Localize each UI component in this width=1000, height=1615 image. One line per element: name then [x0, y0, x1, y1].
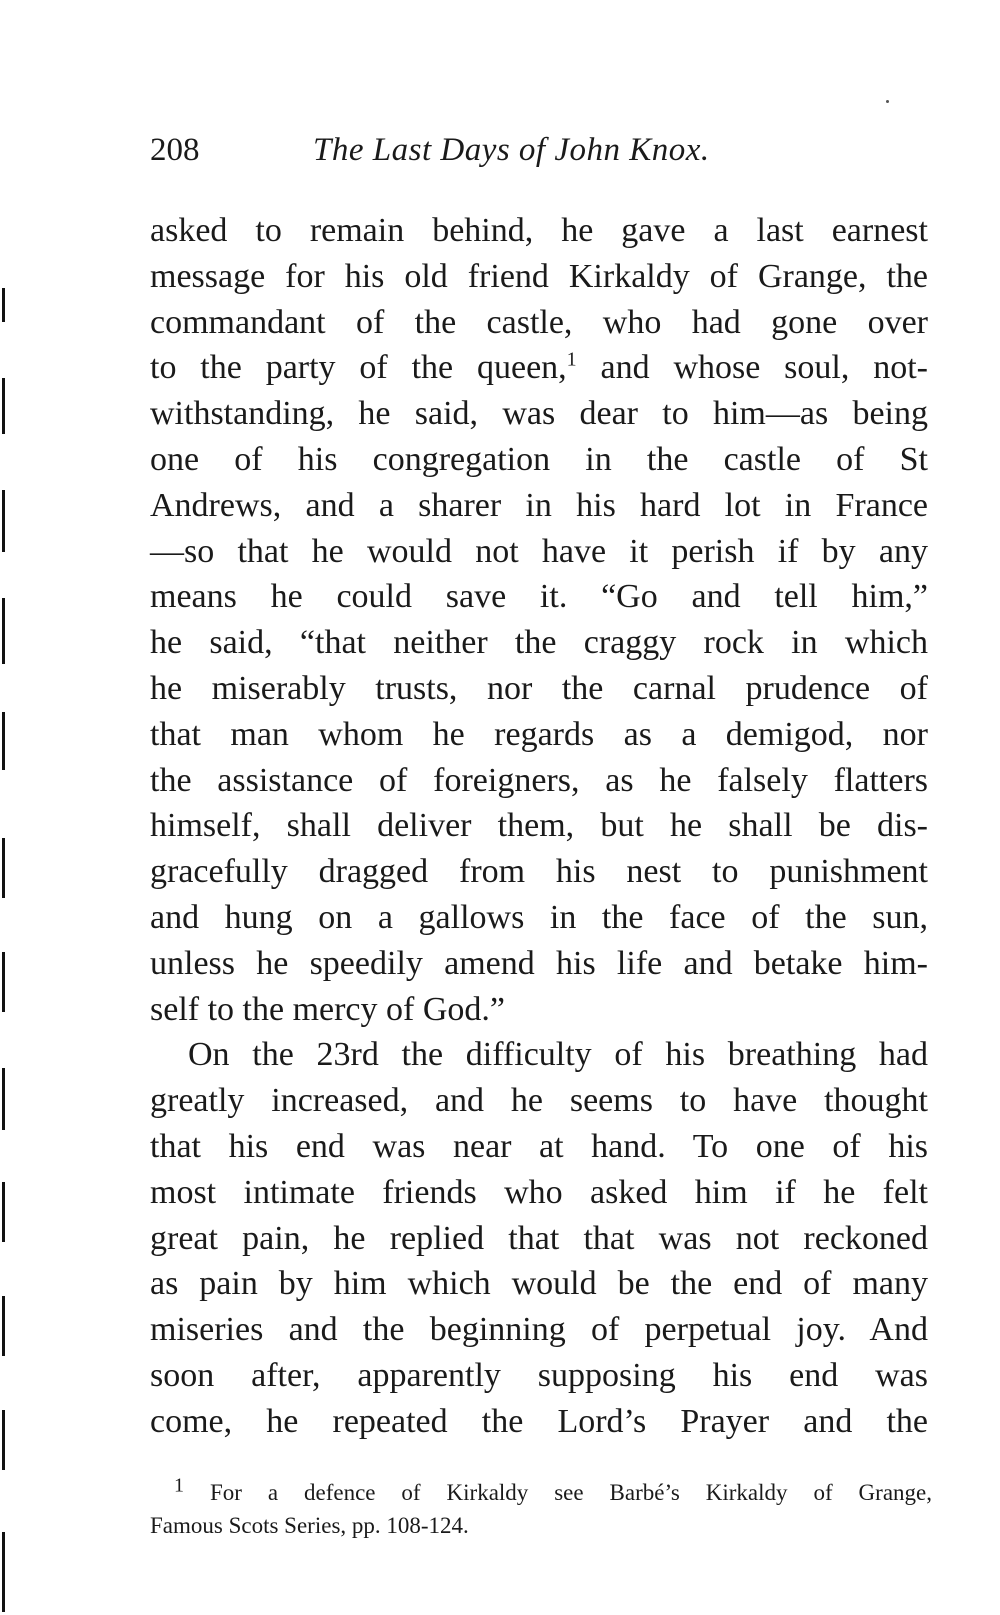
scan-margin-mark [2, 490, 5, 552]
footnote [150, 1476, 932, 1542]
scan-margin-mark [2, 1182, 5, 1242]
scan-margin-mark [2, 1532, 5, 1612]
text-line: miseries and the beginning of perpetual joy. And [150, 1311, 928, 1349]
scan-margin-mark [2, 598, 5, 664]
text-line: asked to remain behind, he gave a last earnest [150, 212, 928, 249]
text-line: he miserably trusts, nor the carnal prudence of [150, 669, 928, 707]
footnote-line: Famous Scots Series, pp. 108-124. [150, 1513, 469, 1538]
text-line: as pain by him which would be the end of many [150, 1265, 928, 1303]
footnote-reference: 1 [566, 349, 577, 372]
text-line: means he could save it. “Go and tell him,” [150, 578, 928, 616]
page-header [150, 132, 930, 182]
scan-margin-mark [2, 838, 5, 898]
running-title: The Last Days of John Knox. [313, 132, 710, 168]
footnote-marker: 1 [174, 1474, 184, 1497]
text-line: the assistance of foreigners, as he falsely flatters [150, 761, 928, 799]
scan-margin-mark [2, 288, 5, 322]
text-segment: and whose soul, not- [576, 349, 928, 387]
text-line: message for his old friend Kirkaldy of Grange, the [150, 257, 928, 295]
text-line: that his end was near at hand. To one of his [150, 1127, 928, 1165]
paragraph-start-line: On the 23rd the difficulty of his breathing had [188, 1036, 928, 1074]
text-line: Andrews, and a sharer in his hard lot in France [150, 486, 928, 524]
footnote-text: For a defence of Kirkaldy see Barbé’s Kirkaldy of Grange, [184, 1480, 932, 1505]
text-line-with-footnote-ref [150, 345, 928, 391]
text-line: that man whom he regards as a demigod, nor [150, 715, 928, 753]
page-number: 208 [150, 132, 200, 168]
text-line: gracefully dragged from his nest to punishment [150, 853, 928, 891]
text-line: withstanding, he said, was dear to him—as being [150, 395, 928, 433]
scan-margin-mark [2, 1068, 5, 1130]
text-line: —so that he would not have it perish if by any [150, 532, 928, 570]
scan-margin-mark [2, 378, 5, 434]
scan-margin-mark [2, 952, 5, 1012]
text-line: most intimate friends who asked him if he felt [150, 1173, 928, 1211]
text-line: one of his congregation in the castle of St [150, 440, 928, 478]
text-line: soon after, apparently supposing his end was [150, 1356, 928, 1394]
text-line: self to the mercy of God.” [150, 990, 505, 1028]
text-line: unless he speedily amend his life and betake him- [150, 944, 928, 982]
text-line: commandant of the castle, who had gone over [150, 303, 928, 341]
scan-margin-mark [2, 1296, 5, 1356]
scan-speck [886, 100, 889, 103]
footnote-line [150, 1476, 932, 1509]
body-text [150, 208, 928, 1445]
text-line: greatly increased, and he seems to have thought [150, 1082, 928, 1120]
text-line: himself, shall deliver them, but he shall be dis- [150, 807, 928, 845]
text-segment: to the party of the queen, [150, 349, 567, 387]
scan-margin-mark [2, 712, 5, 770]
scan-margin-mark [2, 1410, 5, 1470]
text-line: come, he repeated the Lord’s Prayer and the [150, 1402, 928, 1440]
text-line: he said, “that neither the craggy rock in which [150, 624, 928, 662]
text-line: and hung on a gallows in the face of the sun, [150, 898, 928, 936]
text-line: great pain, he replied that that was not reckoned [150, 1219, 928, 1257]
